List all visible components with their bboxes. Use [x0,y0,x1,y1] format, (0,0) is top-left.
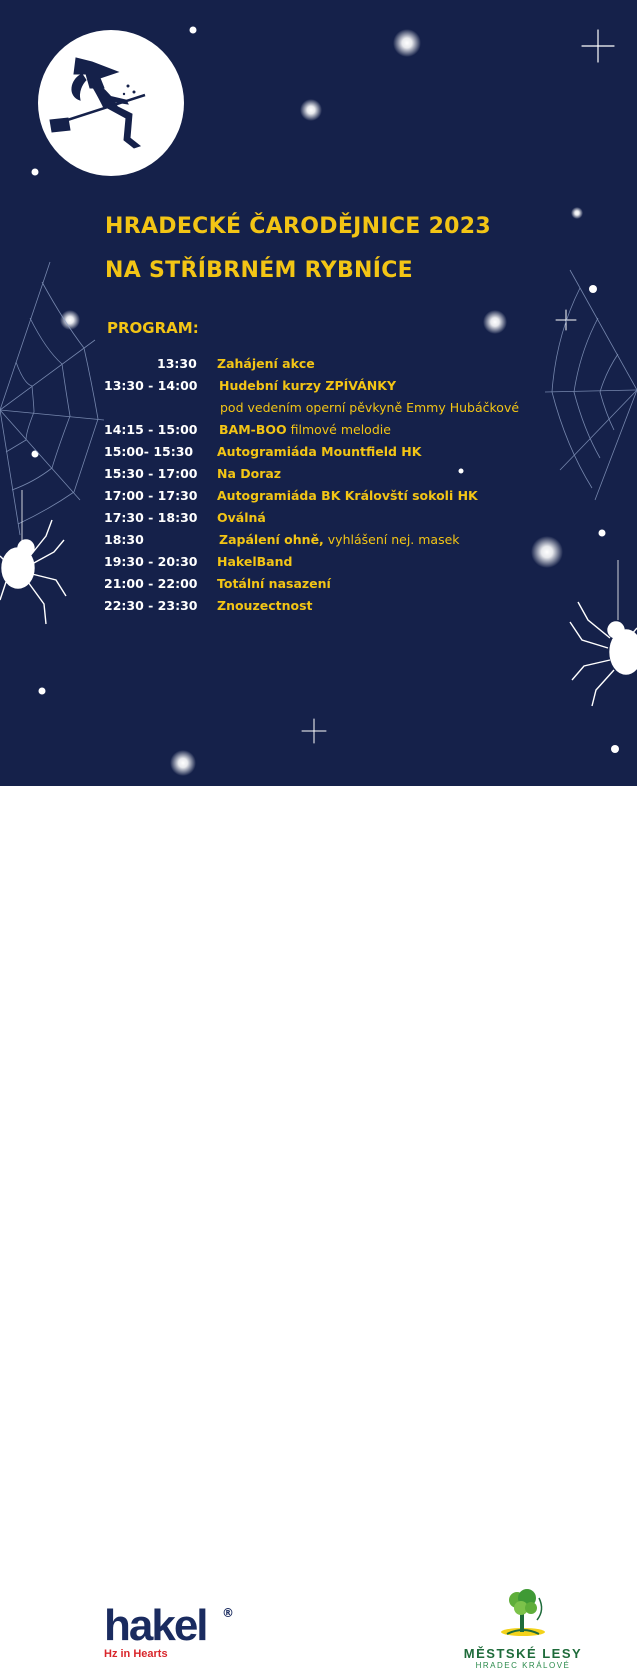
schedule-time: 18:30 [104,532,144,547]
schedule-event: Znouzectnost [217,598,313,613]
schedule-row [0,356,637,376]
hakel-logo[interactable] [104,1601,234,1660]
schedule-event: Autogramiáda Mountfield HK [217,444,422,459]
schedule-event: Autogramiáda BK Královští sokoli HK [217,488,478,503]
schedule-event-group [219,532,460,547]
schedule-time: 14:15 - 15:00 [104,422,198,437]
night-sky-background [0,0,637,786]
schedule-time: 22:30 - 23:30 [104,598,198,613]
schedule-row [0,488,637,508]
schedule-row [0,444,637,464]
schedule-subline: pod vedením operní pěvkyně Emmy Hubáčkové [220,400,520,415]
schedule-row [0,532,637,552]
schedule-time: 13:30 - 14:00 [104,378,198,393]
schedule-time: 15:00- 15:30 [104,444,194,459]
schedule-row [0,576,637,596]
event-title-line-2: NA STŘÍBRNÉM RYBNÍCE [105,258,413,283]
schedule-row [0,422,637,442]
registered-mark: ® [222,1606,234,1620]
schedule-row [0,598,637,618]
schedule-row [0,466,637,486]
schedule-event-extra: filmové melodie [290,422,391,437]
schedule-time: 13:30 [157,356,197,371]
schedule-event: Hudební kurzy ZPÍVÁNKY [219,378,396,393]
schedule-time: 17:00 - 17:30 [104,488,198,503]
mestske-lesy-city: HRADEC KRÁLOVÉ [475,1661,571,1670]
schedule-event: Na Doraz [217,466,282,481]
hakel-wordmark: hakel [104,1601,207,1650]
sponsor-footer [0,786,637,1670]
event-title-line-1: HRADECKÉ ČARODĚJNICE 2023 [105,214,492,239]
schedule-time: 19:30 - 20:30 [104,554,198,569]
schedule-time: 21:00 - 22:00 [104,576,198,591]
hakel-tagline: Hz in Hearts [104,1648,168,1660]
schedule-time: 17:30 - 18:30 [104,510,198,525]
schedule-event: Zahájení akce [217,356,315,371]
mestske-lesy-name: MĚSTSKÉ LESY [463,1646,583,1661]
schedule-event: Zapálení ohně, [219,532,324,547]
schedule-event: BAM-BOO [219,422,287,437]
program-heading: PROGRAM: [107,319,199,337]
schedule-row [0,554,637,574]
schedule-row [0,378,637,398]
tree-icon [493,1586,553,1640]
schedule-event: HakelBand [217,554,293,569]
schedule-row [0,510,637,530]
schedule-event: Totální nasazení [217,576,331,591]
schedule-event-extra: vyhlášení nej. masek [327,532,460,547]
schedule-event: Oválná [217,510,266,525]
mestske-lesy-logo[interactable] [448,1586,598,1670]
schedule-time: 15:30 - 17:00 [104,466,198,481]
schedule-event-group [219,422,391,437]
